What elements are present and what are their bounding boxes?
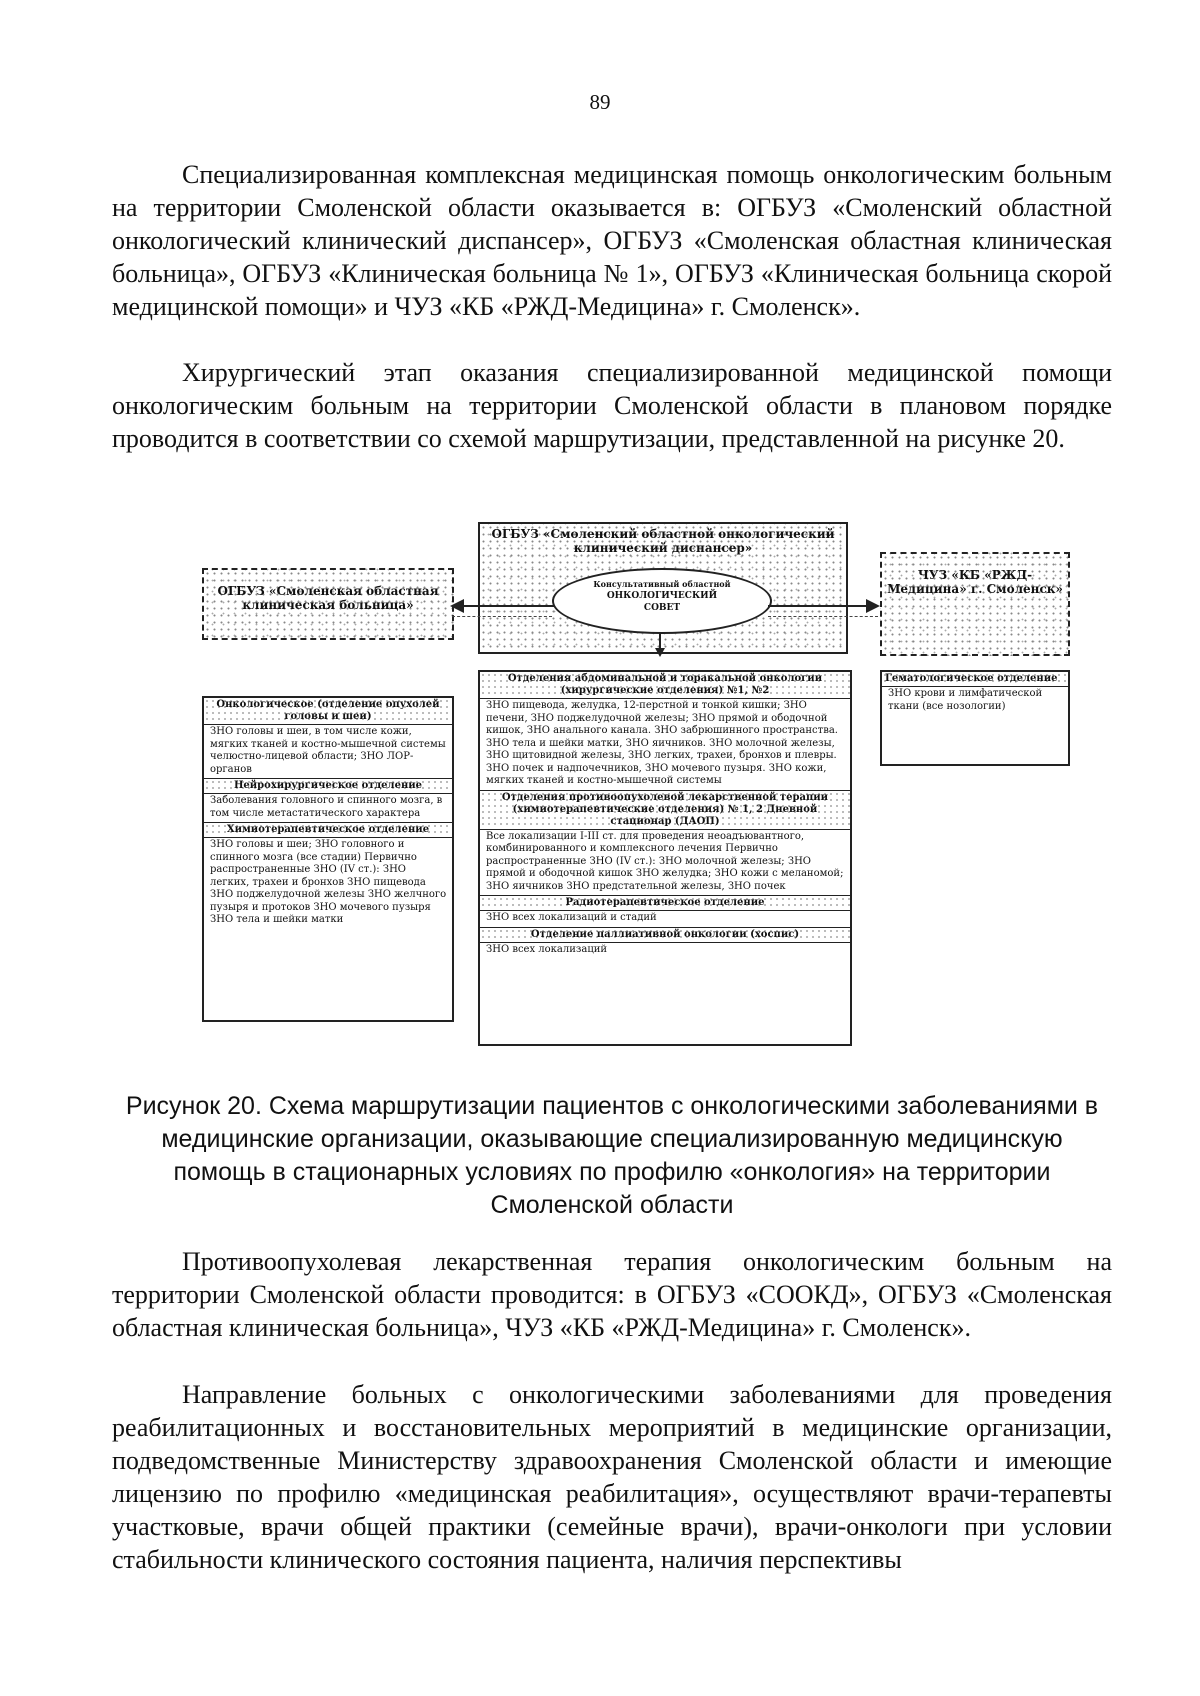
center-org-title: ОГБУЗ «Смоленский областной онкологический клинический диспансер» <box>491 527 835 555</box>
center-s1-head: Отделения абдоминальной и торакальной онкологии (хирургические отделения) №1, №2 <box>480 672 850 699</box>
paragraph-1: Специализированная комплексная медицинская помощь онкологическим больным на территории Смоленской области оказывается в: ОГБУЗ «Смоленский областной онкологический клинический диспансер», ОГБУЗ «Смоленская областная клиническая больница», ОГБУЗ «Клиническая больница № 1», ОГБУЗ «Клиническая больница скорой медицинской помощи» и ЧУЗ «КБ «РЖД-Медицина» г. Смоленск». <box>112 160 1112 321</box>
center-departments-box <box>478 670 852 1046</box>
center-s4-head: Отделение паллиативной онкологии (хоспис) <box>480 928 850 943</box>
arrow-to-right-org-head <box>866 599 880 613</box>
center-s2-body: Все локализации I-III ст. для проведения неоадъювантного, комбинированного и комплексного лечения Первично распространенные ЗНО (IV ст.): ЗНО молочной железы; ЗНО прямой и ободочной кишок ЗНО желудка; ЗНО кожи с меланомой; ЗНО яичников ЗНО предстательной железы, ЗНО почек <box>480 830 850 897</box>
paragraph-2: Хирургический этап оказания специализированной медицинской помощи онкологическим больным на территории Смоленской области в плановом порядке проводится в соответствии со схемой маршрутизации, представленной на рисунке 20. <box>112 358 1112 453</box>
left-s3-body: ЗНО головы и шеи; ЗНО головного и спинного мозга (все стадии) Первично распространенные ЗНО (IV ст.): ЗНО легких, трахеи и бронхов ЗНО пищевода ЗНО поджелудочной железы ЗНО желчного пузыря и протоков ЗНО мочевого пузыря ЗНО тела и шейки матки <box>210 839 447 925</box>
page-number: 89 <box>589 90 611 114</box>
center-s1-body: ЗНО пищевода, желудка, 12-перстной и тонкой кишки; ЗНО печени, ЗНО поджелудочной железы; ЗНО прямой и ободочной кишок, ЗНО анального канала. ЗНО забрюшинного пространства. ЗНО тела и шейки матки, ЗНО яичников. ЗНО молочной железы, ЗНО щитовидной железы, ЗНО легких, трахеи, бронхов и плевры. ЗНО почек и надпочечников, ЗНО мочевого пузыря. ЗНО кожи, мягких тканей и костно-мышечной системы <box>480 699 850 791</box>
paragraph-3: Противоопухолевая лекарственная терапия онкологическим больным на территории Смоленской области проводится: в ОГБУЗ «СООКД», ОГБУЗ «Смоленская областная клиническая больница», ЧУЗ «КБ «РЖД-Медицина» г. Смоленск». <box>112 1247 1112 1342</box>
council-line-1: Консультативный областной <box>593 579 731 589</box>
right-org-box <box>880 552 1070 656</box>
left-s2-head: Нейрохирургическое отделение <box>204 779 452 794</box>
figure-caption <box>112 1090 1112 1222</box>
center-s3-head: Радиотерапевтическое отделение <box>480 896 850 911</box>
caption-line-4: Смоленской области <box>490 1191 734 1219</box>
left-org-title: ОГБУЗ «Смоленская областная клиническая больница» <box>217 584 439 612</box>
right-s1-head: Гематологическое отделение <box>882 672 1068 687</box>
council-line-3: СОВЕТ <box>643 603 681 613</box>
caption-line-3: помощь в стационарных условиях по профилю «онкология» на территории <box>173 1158 1051 1186</box>
center-s2-head: Отделения противоопухолевой лекарственной терапии (химиотерапевтические отделения) № 1, 2 Дневной стационар (ДАОП) <box>480 791 850 830</box>
left-org-box <box>202 568 454 640</box>
right-departments-box <box>880 670 1070 766</box>
caption-line-2: медицинские организации, оказывающие специализированную медицинскую <box>161 1125 1063 1153</box>
center-s4-body: ЗНО всех локализаций <box>486 943 608 955</box>
paragraph-4: Направление больных с онкологическими заболеваниями для проведения реабилитационных и восстановительных мероприятий в медицинские организации, подведомственные Министерству здравоохранения Смоленской области и имеющие лицензию по профилю «медицинская реабилитация», осуществляют врачи-терапевты участковые, врачи общей практики (семейные врачи), врачи-онкологи при условии стабильности клинического состояния пациента, наличия перспективы <box>112 1380 1112 1574</box>
right-org-title: ЧУЗ «КБ «РЖД-Медицина» г. Смоленск» <box>887 568 1063 596</box>
left-s1-body: ЗНО головы и шеи, в том числе кожи, мягких тканей и костно-мышечной системы челюстно-лицевой области; ЗНО ЛОР-органов <box>204 725 452 779</box>
caption-line-1: Рисунок 20. Схема маршрутизации пациентов с онкологическими заболеваниями в <box>125 1092 1099 1120</box>
council-line-2: ОНКОЛОГИЧЕСКИЙ <box>606 591 718 601</box>
left-s2-body: Заболевания головного и спинного мозга, в том числе метастатического характера <box>204 794 452 823</box>
center-s3-body: ЗНО всех локализаций и стадий <box>480 911 850 928</box>
left-s1-head: Онкологическое (отделение опухолей головы и шеи) <box>204 698 452 725</box>
left-s3-head: Химиотерапевтическое отделение <box>204 823 452 838</box>
left-departments-box <box>202 696 454 1022</box>
right-s1-body: ЗНО крови и лимфатической ткани (все нозологии) <box>888 688 1043 712</box>
oncology-council-ellipse <box>552 568 772 634</box>
